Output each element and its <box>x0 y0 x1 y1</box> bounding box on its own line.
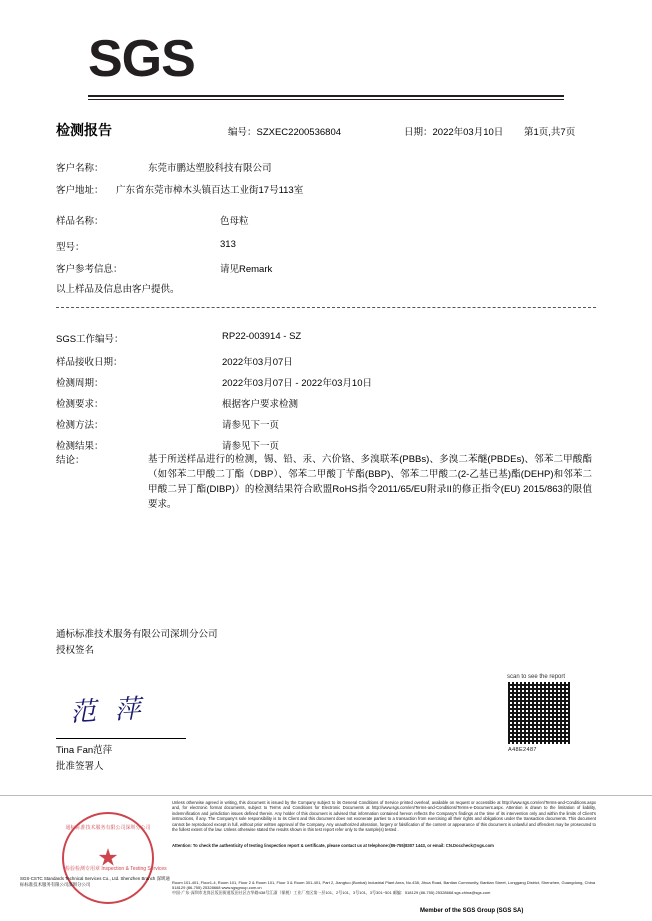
report-date: 日期：2022年03月10日 <box>404 127 504 138</box>
footer-address-cn: 中国·广东·深圳市龙岗区坂田街道坂田社区吉华路438号江淑（保税）工业厂房区第一层101、2号101、3号101、3号301~501 邮编：518129 (86-755) 25328668 sgs.china@sgs.com <box>172 890 491 895</box>
test-method-label: 检测方法： <box>56 420 104 431</box>
conclusion-text: 基于所送样品进行的检测，锡、铅、汞、六价铬、多溴联苯(PBBs)、多溴二苯醚(PBDEs)、邻苯二甲酸酯（如邻苯二甲酸二丁酯（DBP）、邻苯二甲酸丁苄酯(BBP)、邻苯二甲酸二(2-乙基已基)酯(DEHP)和邻苯二甲酸二异丁酯(DIBP)）的检测结果符合欧盟RoHS指令2011/65/EU附录II的修正指令(EU) 2015/863的限值要求。 <box>148 454 592 510</box>
footer-disclaimer: Unless otherwise agreed in writing, this document is issued by the Company subject to its General Conditions of Service printed overleaf, available on request or accessible at http://www.sgs.com/en/Terms-and-Conditions.aspx and, for electronic format documents, subject to Terms and Conditions for Electronic Documents at http://www.sgs.com/en/Terms-and-Conditions/Terms-e-Document.aspx. Attention is drawn to the limitation of liability, indemnification and jurisdiction issues defined therein. Any holder of this document is advised that information contained hereon reflects the Company's findings at the time of its intervention only and within the limits of Client's instructions, if any. The Company's sole responsibility is to its Client and this document does not exonerate parties to a transaction from exercising all their rights and obligations under the transaction documents. This document cannot be reproduced except in full, without prior written approval of the Company. Any unauthorized alteration, forgery or falsification of the content or appearance of this document is unlawful and offenders may be prosecuted to the fullest extent of the law. Unless otherwise stated the results shown in this test report refer only to the sample(s) tested . <box>172 800 596 833</box>
report-number: 编号：SZXEC2200536804 <box>228 127 342 138</box>
qr-caption: scan to see the report <box>507 674 566 680</box>
sgs-logo <box>88 30 195 88</box>
test-requirement-value: 根据客户要求检测 <box>222 399 299 410</box>
job-number-value: RP22-003914 - SZ <box>222 331 302 342</box>
footer-attention: Attention: To check the authenticity of testing /inspection report & certificate, please contact us at telephone:(86-755)8307 1443, or email: CN.Doccheck@sgs.com <box>172 843 494 848</box>
signatory-name: Tina Fan范萍 <box>56 745 113 756</box>
footer-address-en: Room 101-401, Floor1-4, Room 101, Floor 2 & Room 101, Floor 3 & Room 301-401, Part 2, Jiangtuo (Bonbai) Industrial Plant Area, No.438, Jihua Road, Bantian Community, Bantian Street, Longgang District, Shenzhen, Guangdong, China 518129 (86-755) 25328668 www.sgsgroup.com.cn <box>172 880 596 891</box>
page-title: 检测报告 <box>56 122 112 138</box>
conclusion-label: 结论： <box>56 455 85 466</box>
test-period-label: 检测周期： <box>56 378 104 389</box>
customer-name-label: 客户名称： <box>56 163 104 174</box>
test-requirement-label: 检测要求： <box>56 399 104 410</box>
star-icon: ★ <box>97 844 119 872</box>
test-method-value: 请参见下一页 <box>222 420 280 431</box>
qr-code-text: A48E2487 <box>508 747 537 753</box>
customer-name-value: 东莞市鹏达塑胶科技有限公司 <box>148 163 272 174</box>
footer-member-note: Member of the SGS Group (SGS SA) <box>420 908 524 914</box>
header-rule-2 <box>88 99 564 100</box>
sample-reference-label: 客户参考信息： <box>56 264 123 275</box>
company-seal <box>62 812 167 904</box>
sample-model-label: 型号： <box>56 242 85 253</box>
sample-name-label: 样品名称： <box>56 216 104 227</box>
signing-company: 通标标准技术服务有限公司深圳分公司 <box>56 629 218 640</box>
sample-model-value: 313 <box>220 239 236 250</box>
page-indicator: 第1页,共7页 <box>524 127 576 138</box>
sgs-logo-text: SGS <box>88 30 195 88</box>
customer-address-label: 客户地址： <box>56 185 104 196</box>
test-period-value: 2022年03月07日 - 2022年03月10日 <box>222 378 372 389</box>
received-date-label: 样品接收日期： <box>56 357 123 368</box>
footer-divider <box>0 795 652 796</box>
test-result-value: 请参见下一页 <box>222 441 280 452</box>
authorized-signature-label: 授权签名 <box>56 645 95 656</box>
qr-code-icon[interactable] <box>508 682 570 744</box>
signature-line <box>56 738 186 739</box>
section-divider <box>56 307 596 308</box>
sample-name-value: 色母粒 <box>220 216 249 227</box>
received-date-value: 2022年03月07日 <box>222 357 293 368</box>
handwritten-signature: 范 萍 <box>69 694 148 727</box>
seal-top-text: 通标标准技术服务有限公司深圳分公司 <box>65 825 151 831</box>
signatory-role: 批准签署人 <box>56 761 104 772</box>
sample-reference-value: 请见Remark <box>220 264 273 275</box>
sample-note: 以上样品及信息由客户提供。 <box>56 284 180 295</box>
seal-mid-text: 检验检测专用章 Inspection & Testing Services <box>65 866 167 872</box>
header-rule-1 <box>88 95 564 97</box>
footer-company-left: SGS-CSTC Standards Technical Services Co., Ltd. Shenzhen Branch 深圳通标标准技术服务有限公司深圳分公司 <box>20 876 170 887</box>
customer-address-value: 广东省东莞市樟木头镇百达工业街17号113室 <box>116 185 304 196</box>
job-number-label: SGS工作编号： <box>56 334 124 345</box>
test-result-label: 检测结果： <box>56 441 104 452</box>
